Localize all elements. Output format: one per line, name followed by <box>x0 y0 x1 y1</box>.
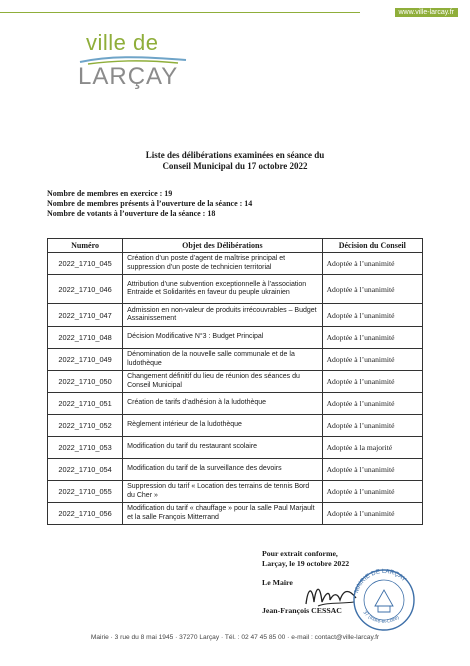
header-decision: Décision du Conseil <box>322 239 422 253</box>
row-object: Suppression du tarif « Location des terrains de tennis Bord du Cher » <box>123 481 322 503</box>
header-numero: Numéro <box>48 239 123 253</box>
count-line: Nombre de membres présents à l’ouverture de la séance : 14 <box>47 199 253 208</box>
row-decision: Adoptée à l’unanimité <box>322 327 422 349</box>
row-object: Règlement intérieur de la ludothèque <box>123 415 322 437</box>
row-decision: Adoptée à l’unanimité <box>322 371 422 393</box>
row-number: 2022_1710_055 <box>48 481 123 503</box>
table-row <box>48 393 423 415</box>
row-number: 2022_1710_052 <box>48 415 123 437</box>
row-decision: Adoptée à l’unanimité <box>322 304 422 327</box>
page-footer: Mairie · 3 rue du 8 mai 1945 · 37270 Larçay · Tél. : 02 47 45 85 00 · e-mail : contact@ville-larcay.fr <box>90 634 380 641</box>
row-number: 2022_1710_049 <box>48 349 123 371</box>
table-row <box>48 481 423 503</box>
logo-line1: ville de <box>86 30 159 55</box>
table-row <box>48 327 423 349</box>
table-header-row <box>48 239 423 253</box>
row-object: Dénomination de la nouvelle salle communale et de la ludothèque <box>123 349 322 371</box>
table-row <box>48 437 423 459</box>
row-object: Modification du tarif de la surveillance des devoirs <box>123 459 322 481</box>
row-decision: Adoptée à la majorité <box>322 437 422 459</box>
row-number: 2022_1710_045 <box>48 253 123 275</box>
member-counts <box>47 189 252 219</box>
row-number: 2022_1710_053 <box>48 437 123 459</box>
table-row <box>48 459 423 481</box>
row-number: 2022_1710_056 <box>48 503 123 525</box>
row-decision: Adoptée à l’unanimité <box>322 503 422 525</box>
svg-text:MAIRIE DE LARÇAY <box>353 568 407 594</box>
stamp-bottom-text: 37 (Indre-et-Loire) <box>361 609 401 625</box>
signatory-role: Le Maire <box>262 578 293 587</box>
table-row <box>48 415 423 437</box>
title-line2: Conseil Municipal du 17 octobre 2022 <box>162 161 308 171</box>
row-number: 2022_1710_046 <box>48 275 123 304</box>
table-row <box>48 253 423 275</box>
row-object: Création d’un poste d’agent de maîtrise principal et suppression d’un poste de technicien territorial <box>123 253 322 275</box>
stamp-top-text: MAIRIE DE LARÇAY <box>353 567 408 594</box>
town-logo <box>78 30 198 100</box>
row-number: 2022_1710_050 <box>48 371 123 393</box>
row-number: 2022_1710_051 <box>48 393 123 415</box>
row-decision: Adoptée à l’unanimité <box>322 349 422 371</box>
row-object: Changement définitif du lieu de réunion des séances du Conseil Municipal <box>123 371 322 393</box>
header-objet: Objet des Délibérations <box>123 239 322 253</box>
row-decision: Adoptée à l’unanimité <box>322 415 422 437</box>
row-decision: Adoptée à l’unanimité <box>322 275 422 304</box>
table-row <box>48 304 423 327</box>
place-date-line: Larçay, le 19 octobre 2022 <box>262 559 350 568</box>
logo-line2: LARÇAY <box>78 63 179 90</box>
row-object: Décision Modificative N°3 : Budget Principal <box>123 327 322 349</box>
certification-line: Pour extrait conforme, <box>262 549 338 558</box>
row-object: Attribution d’une subvention exceptionnelle à l’association Entraide et Solidarités en faveur du peuple ukrainien <box>123 275 322 304</box>
row-decision: Adoptée à l’unanimité <box>322 253 422 275</box>
website-banner <box>0 8 470 17</box>
count-line: Nombre de votants à l’ouverture de la séance : 18 <box>47 209 216 218</box>
table-row <box>48 275 423 304</box>
certification-block <box>262 549 349 569</box>
signatory-name: Jean-François CESSAC <box>262 606 342 615</box>
row-object: Modification du tarif du restaurant scolaire <box>123 437 322 459</box>
row-decision: Adoptée à l’unanimité <box>322 481 422 503</box>
count-line: Nombre de membres en exercice : 19 <box>47 189 173 198</box>
banner-line <box>0 12 360 13</box>
row-number: 2022_1710_048 <box>48 327 123 349</box>
table-row <box>48 371 423 393</box>
website-url: www.ville-larcay.fr <box>395 8 459 17</box>
title-line1: Liste des délibérations examinées en séance du <box>145 150 325 160</box>
table-row <box>48 349 423 371</box>
row-decision: Adoptée à l’unanimité <box>322 459 422 481</box>
row-number: 2022_1710_054 <box>48 459 123 481</box>
row-number: 2022_1710_047 <box>48 304 123 327</box>
town-hall-stamp <box>347 566 421 632</box>
deliberations-table <box>47 238 423 525</box>
row-decision: Adoptée à l’unanimité <box>322 393 422 415</box>
row-object: Modification du tarif « chauffage » pour la salle Paul Marjault et la salle François Mitterrand <box>123 503 322 525</box>
row-object: Création de tarifs d’adhésion à la ludothèque <box>123 393 322 415</box>
row-object: Admission en non-valeur de produits irrécouvrables – Budget Assainissement <box>123 304 322 327</box>
document-title <box>120 150 350 172</box>
table-row <box>48 503 423 525</box>
